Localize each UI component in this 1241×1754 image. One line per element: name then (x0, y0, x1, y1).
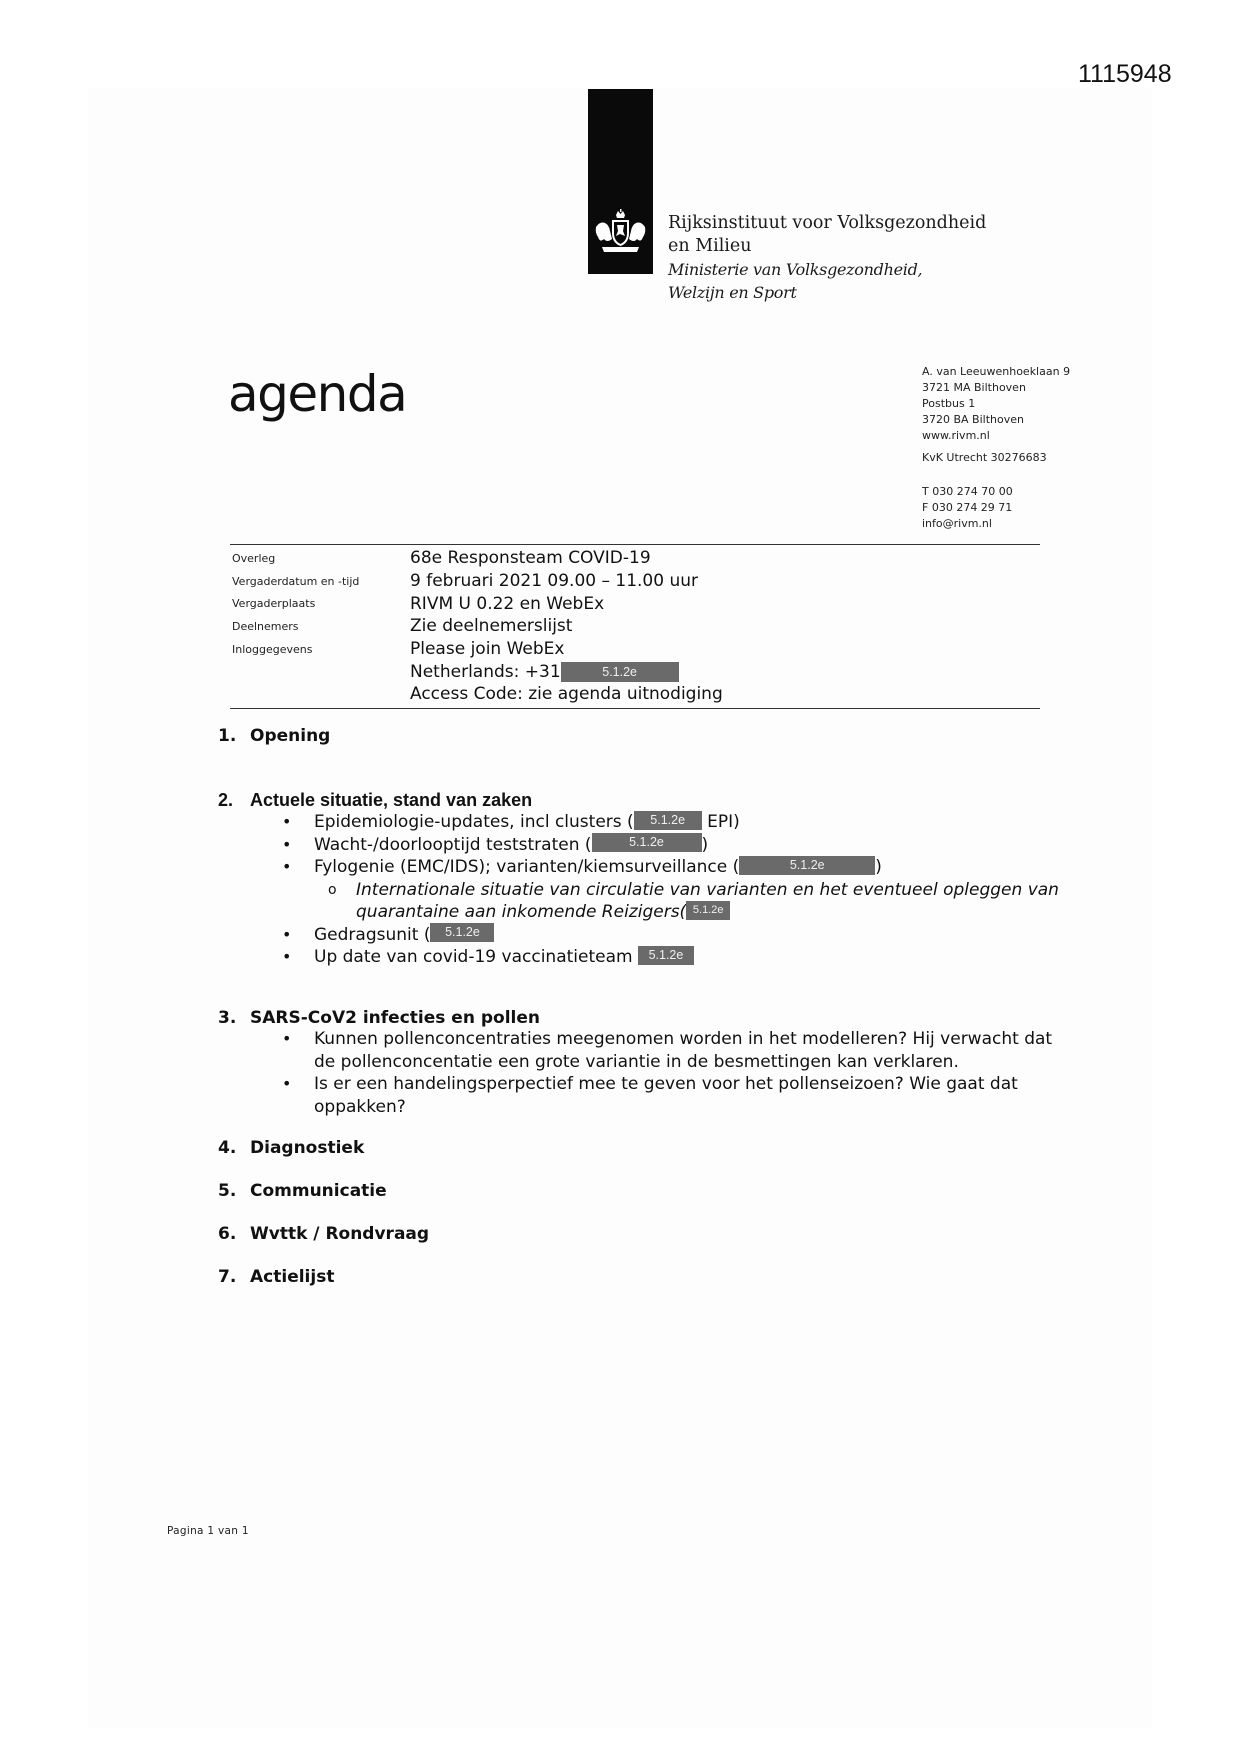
meta-value: Zie deelnemerslijst (410, 616, 573, 637)
list-item: • Gedragsunit ( 5.1.2e (218, 924, 1098, 947)
address-email: info@rivm.nl (922, 517, 992, 530)
meta-row-phone (230, 660, 1040, 683)
page-footer: Pagina 1 van 1 (167, 1525, 249, 1537)
agenda-item-heading: 6. Wvttk / Rondvraag (218, 1224, 430, 1244)
list-item: • Is er een handelingsperpectief mee te geven voor het pollenseizoen? Wie gaat dat oppakken? (218, 1073, 1058, 1118)
meta-row-location (230, 592, 1040, 615)
address-postbus: Postbus 1 (922, 397, 976, 410)
agenda-item-heading: 1. Opening (218, 726, 331, 746)
redaction-box: 5.1.2e (430, 923, 494, 942)
list-item: • Kunnen pollenconcentraties meegenomen worden in het modelleren? Hij verwacht dat de pollenconcentatie een grote variantie in de besmettingen kan verklaren. (218, 1028, 1058, 1073)
rijksoverheid-logo (588, 89, 653, 274)
address-fax: F 030 274 29 71 (922, 501, 1013, 514)
address-postal-city: 3721 MA Bilthoven (922, 381, 1026, 394)
address-postbus-city: 3720 BA Bilthoven (922, 413, 1024, 426)
org-line-2: en Milieu (668, 236, 752, 256)
agenda-item-1 (218, 726, 330, 746)
redaction-box: 5.1.2e (561, 662, 679, 682)
bullet-list (218, 1028, 1058, 1118)
meta-value: Access Code: zie agenda uitnodiging (410, 684, 723, 705)
list-item: • Epidemiologie-updates, incl clusters ( 5.1.2e EPI) (218, 811, 1098, 834)
agenda-item-7 (218, 1267, 334, 1287)
royal-crest-icon (592, 209, 649, 259)
list-item: • Wacht-/doorlooptijd teststraten ( 5.1.2e ) (218, 834, 1098, 857)
address-website: www.rivm.nl (922, 429, 990, 442)
meta-row-overleg (230, 547, 1040, 570)
agenda-item-heading: 2. Actuele situatie, stand van zaken (218, 790, 533, 810)
meta-value: 68e Responsteam COVID-19 (410, 548, 651, 569)
agenda-item-3 (218, 1008, 1098, 1118)
meta-value: RIVM U 0.22 en WebEx (410, 593, 605, 614)
page-title: agenda (228, 365, 407, 423)
redaction-box: 5.1.2e (592, 833, 702, 852)
sub-list-item: o Internationale situatie van circulatie van varianten en het eventueel opleggen van quarantaine aan inkomende Reizigers( 5.1.2e (314, 879, 1096, 924)
list-item: • Up date van covid-19 vaccinatieteam 5.1.2e (218, 946, 1098, 969)
agenda-item-5 (218, 1181, 387, 1201)
meeting-details-table (230, 544, 1040, 709)
address-phone: T 030 274 70 00 (922, 485, 1013, 498)
address-block (922, 364, 1070, 532)
agenda-item-heading: 4. Diagnostiek (218, 1138, 365, 1158)
meta-value: Please join WebEx (410, 639, 565, 660)
redaction-box: 5.1.2e (634, 811, 702, 830)
meta-label: Vergaderdatum en -tijd (232, 574, 360, 588)
address-street: A. van Leeuwenhoeklaan 9 (922, 365, 1071, 378)
meta-value (410, 662, 679, 682)
address-kvk: KvK Utrecht 30276683 (922, 451, 1047, 464)
redaction-box: 5.1.2e (686, 901, 730, 920)
redaction-box: 5.1.2e (638, 946, 694, 965)
meta-row-login (230, 638, 1040, 661)
ministry-line-2: Welzijn en Sport (668, 283, 797, 302)
meta-value: 9 februari 2021 09.00 – 11.00 uur (410, 571, 699, 592)
ministry-line-1: Ministerie van Volksgezondheid, (668, 260, 923, 279)
sub-bullet-list (314, 879, 1098, 924)
meta-row-access-code (230, 683, 1040, 706)
phone-prefix: Netherlands: +31 (410, 661, 561, 682)
agenda-item-heading: 3. SARS-CoV2 infecties en pollen (218, 1008, 540, 1028)
redaction-box: 5.1.2e (739, 856, 875, 875)
document-number: 1115948 (1078, 60, 1172, 88)
agenda-item-heading: 5. Communicatie (218, 1181, 387, 1201)
meta-row-participants (230, 615, 1040, 638)
agenda-item-6 (218, 1224, 429, 1244)
meta-label: Inloggegevens (232, 642, 313, 656)
list-item: • Fylogenie (EMC/IDS); varianten/kiemsurveillance ( 5.1.2e ) o Internationale situatie van circulatie van varianten en het eventueel opleggen van quarantaine aan inkomende Reizigers( 5.1.2e (218, 856, 1098, 924)
meta-label: Overleg (232, 551, 276, 565)
meta-label: Vergaderplaats (232, 597, 316, 611)
agenda-item-2 (218, 790, 1098, 969)
agenda-item-4 (218, 1138, 364, 1158)
meta-label: Deelnemers (232, 619, 299, 633)
bullet-list (218, 811, 1098, 969)
org-line-1: Rijksinstituut voor Volksgezondheid (668, 213, 987, 233)
meta-row-date (230, 570, 1040, 593)
agenda-item-heading: 7. Actielijst (218, 1267, 335, 1287)
organization-name (668, 212, 986, 304)
